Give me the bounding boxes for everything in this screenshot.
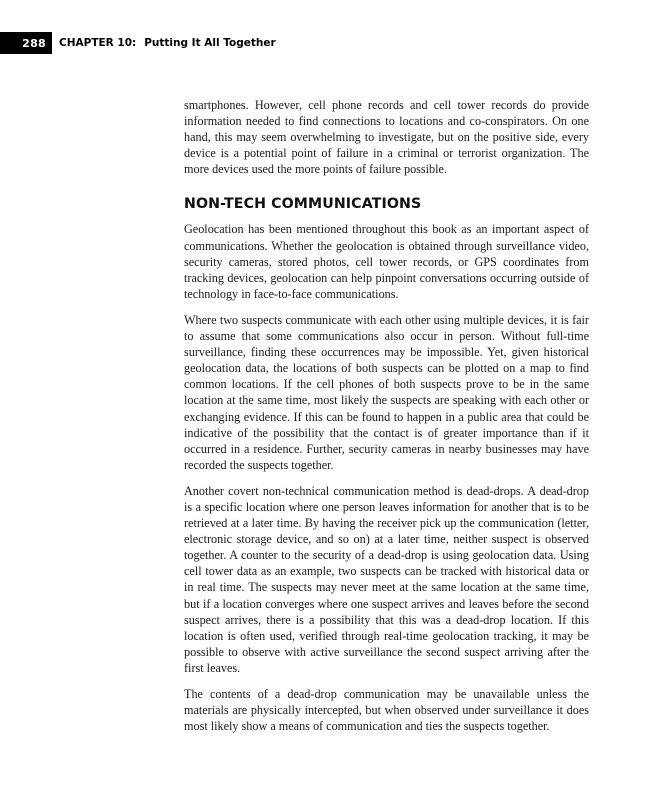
running-header (0, 32, 276, 54)
paragraph: The contents of a dead-drop communication may be unavailable unless the materials are physically intercepted, but when observed under surveillance it does most likely show a means of communication and ties the suspects together. (184, 687, 589, 734)
chapter-label: CHAPTER 10: (59, 37, 137, 49)
section-heading: NON-TECH COMMUNICATIONS (184, 196, 422, 213)
page-number: 288 (0, 32, 52, 54)
paragraph: Where two suspects communicate with each other using multiple devices, it is fair to assume that some communications also occur in person. Without full-time surveillance, finding these occurrences may be impossible. Yet, given historical geolocation data, the locations of both suspects can be plotted on a map to find common locations. If the cell phones of both suspects prove to be in the same location at the same time, most likely the suspects are speaking with each other or exchanging evidence. If this can be found to happen in a public area that could be indicative of the possibility that the contact is of greater importance than if it occurred in a residence. Further, security cameras in nearby businesses may have recorded the suspects together. (184, 312, 589, 472)
paragraph-continued: smartphones. However, cell phone records and cell tower records do provide information needed to find connections to locations and co-conspirators. On one hand, this may seem overwhelming to investigate, but on the positive side, every device is a potential point of failure in a criminal or terrorist organization. The more devices used the more points of failure possible. (184, 98, 589, 177)
chapter-heading (59, 37, 276, 49)
paragraph: Geolocation has been mentioned throughout this book as an important aspect of communications. Whether the geolocation is obtained through surveillance video, security cameras, stored photos, cell tower records, or GPS coordinates from tracking devices, geolocation can help pinpoint conversations occurring outside of technology in face-to-face communications. (184, 222, 589, 301)
paragraph: Another covert non-technical communication method is dead-drops. A dead-drop is a specific location where one person leaves information for another that is to be retrieved at a later time. By having the receiver pick up the communication (letter, electronic storage device, and so on) at a later time, neither suspect is observed together. A counter to the security of a dead-drop is using geolocation data. Using cell tower data as an example, two suspects can be tracked with historical data or in real time. The suspects may never meet at the same location at the same time, but if a location converges where one suspect arrives and leaves before the second suspect arrives, there is a possibility that this was a dead-drop location. If this location is often used, verified through real-time geolocation tracking, it may be possible to observe with active surveillance the second suspect arriving after the first leaves. (184, 483, 589, 675)
chapter-title: Putting It All Together (144, 37, 276, 49)
body-text (184, 97, 589, 744)
